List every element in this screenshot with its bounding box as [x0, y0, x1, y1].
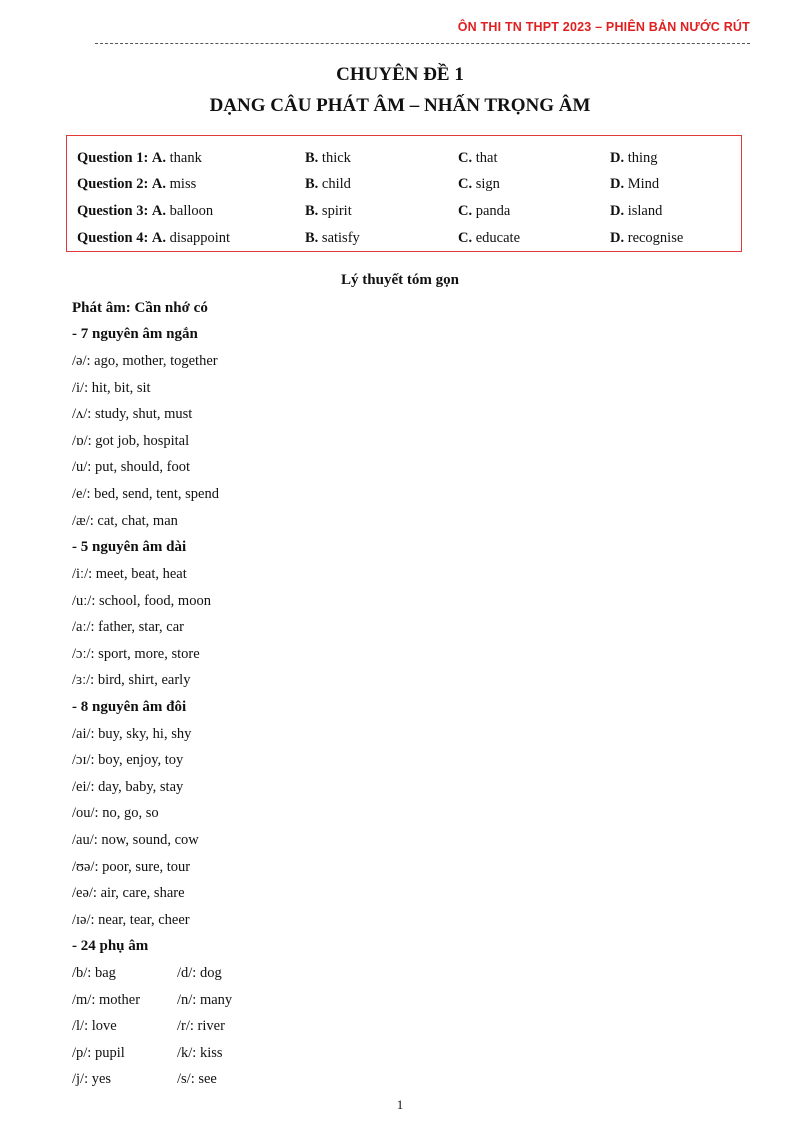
list-item: /m/: mother: [72, 992, 141, 1008]
option-text: miss: [169, 176, 197, 192]
option-key: C.: [458, 230, 473, 246]
list-item: /l/: love: [72, 1018, 117, 1034]
list-item: /n/: many: [177, 992, 233, 1008]
option-key: C.: [458, 203, 473, 219]
list-item: /e/: bed, send, tent, spend: [72, 486, 219, 502]
list-item: /b/: bag: [72, 965, 116, 981]
option-key: D.: [610, 203, 625, 219]
option-key: D.: [610, 150, 625, 166]
option-text: panda: [475, 203, 511, 219]
option-text: satisfy: [321, 230, 360, 246]
list-item: /ai/: buy, sky, hi, shy: [72, 726, 192, 742]
option-key: C.: [458, 150, 473, 166]
option-key: D.: [610, 176, 625, 192]
option-text: recognise: [627, 230, 684, 246]
option-key: B.: [305, 203, 319, 219]
list-item: /j/: yes: [72, 1071, 112, 1087]
question-label: Question 4:: [77, 230, 149, 246]
list-item: /iː/: meet, beat, heat: [72, 566, 187, 582]
topic-subtitle: DẠNG CÂU PHÁT ÂM – NHẤN TRỌNG ÂM: [209, 95, 591, 116]
option-text: disappoint: [169, 230, 231, 246]
list-item: /ʊə/: poor, sure, tour: [72, 859, 191, 875]
list-item: /ʌ/: study, shut, must: [72, 406, 193, 422]
list-item: /ɪə/: near, tear, cheer: [72, 912, 190, 928]
option-text: child: [321, 176, 351, 192]
option-key: B.: [305, 150, 319, 166]
list-item: /eə/: air, care, share: [72, 885, 185, 901]
option-key: A.: [151, 230, 167, 246]
running-header: ÔN THI TN THPT 2023 – PHIÊN BẢN NƯỚC RÚT: [457, 20, 750, 34]
header-divider: [95, 43, 750, 44]
list-item: /ɔː/: sport, more, store: [72, 646, 200, 662]
question-label: Question 2:: [77, 176, 149, 192]
list-item: /au/: now, sound, cow: [72, 832, 199, 848]
list-item: /p/: pupil: [72, 1045, 125, 1061]
section-heading: - 7 nguyên âm ngắn: [72, 326, 198, 342]
list-item: /æ/: cat, chat, man: [72, 513, 178, 529]
option-key: A.: [151, 203, 167, 219]
list-item: /aː/: father, star, car: [72, 619, 184, 635]
list-item: /d/: dog: [177, 965, 222, 981]
topic-title: CHUYÊN ĐỀ 1: [336, 64, 464, 85]
option-text: balloon: [169, 203, 214, 219]
list-item: /i/: hit, bit, sit: [72, 380, 151, 396]
theory-intro: Phát âm: Cần nhớ có: [72, 300, 208, 316]
option-text: island: [627, 203, 663, 219]
option-key: B.: [305, 176, 319, 192]
list-item: /ei/: day, baby, stay: [72, 779, 184, 795]
list-item: /uː/: school, food, moon: [72, 593, 211, 609]
list-item: /ɔɪ/: boy, enjoy, toy: [72, 752, 184, 768]
list-item: /k/: kiss: [177, 1045, 223, 1061]
option-text: thing: [627, 150, 658, 166]
option-text: thank: [169, 150, 202, 166]
list-item: /r/: river: [177, 1018, 225, 1034]
list-item: /ɜː/: bird, shirt, early: [72, 672, 191, 688]
question-label: Question 1:: [77, 150, 149, 166]
list-item: /ə/: ago, mother, together: [72, 353, 218, 369]
option-text: that: [475, 150, 498, 166]
section-heading: - 24 phụ âm: [72, 938, 149, 954]
theory-heading: Lý thuyết tóm gọn: [341, 272, 459, 288]
option-text: educate: [475, 230, 521, 246]
option-key: A.: [151, 150, 167, 166]
list-item: /ou/: no, go, so: [72, 805, 159, 821]
option-text: thick: [321, 150, 351, 166]
list-item: /ɒ/: got job, hospital: [72, 433, 190, 449]
section-heading: - 8 nguyên âm đôi: [72, 699, 187, 715]
section-heading: - 5 nguyên âm dài: [72, 539, 187, 555]
page-number: 1: [396, 1097, 404, 1112]
question-label: Question 3:: [77, 203, 149, 219]
option-key: A.: [151, 176, 167, 192]
option-text: Mind: [627, 176, 660, 192]
question-box: [66, 135, 742, 252]
list-item: /u/: put, should, foot: [72, 459, 191, 475]
option-text: sign: [475, 176, 500, 192]
option-text: spirit: [321, 203, 352, 219]
list-item: /s/: see: [177, 1071, 217, 1087]
option-key: D.: [610, 230, 625, 246]
option-key: B.: [305, 230, 319, 246]
option-key: C.: [458, 176, 473, 192]
